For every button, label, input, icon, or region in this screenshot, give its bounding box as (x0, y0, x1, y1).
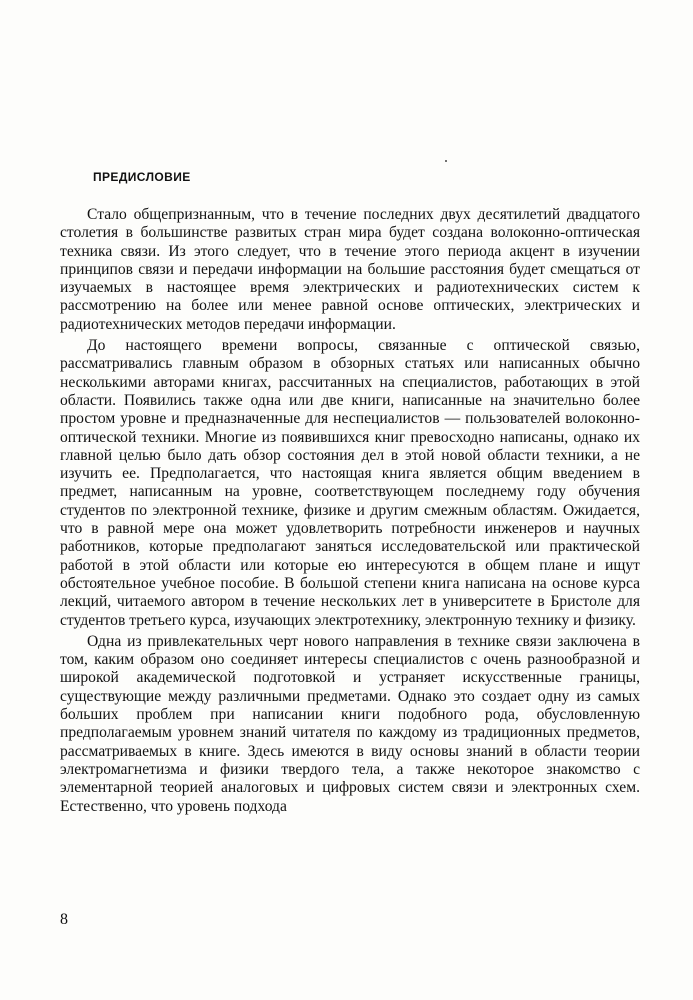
paragraph-2: До настоящего времени вопросы, связанные с оптической связью, рассматривались главным образом в обзорных статьях или написанных обычно несколькими авторами книгах, рассчитанных на специалистов, работающих в этой области. Появились также одна или две книги, написанные на значительно более простом уровне и предназначенные для неспециалистов — пользователей волоконно-оптической техники. Многие из появившихся книг превосходно написаны, однако их главной целью было дать обзор состояния дел в этой новой области техники, а не изучить ее. Предполагается, что настоящая книга является общим введением в предмет, написанным на уровне, соответствующем последнему году обучения студентов по электронной технике, физике и другим смежным областям. Ожидается, что в равной мере она может удовлетворить потребности инженеров и научных работников, которые предполагают заняться исследовательской или практической работой в этой области или которые ею интересуются в общем плане и ищут обстоятельное учебное пособие. В большой степени книга написана на основе курса лекций, читаемого автором в течение нескольких лет в университете в Бристоле для студентов третьего курса, изучающих электротехнику, электронную технику и физику. (60, 337, 640, 629)
page-number: 8 (60, 911, 68, 928)
section-heading: ПРЕДИСЛОВИЕ (93, 170, 191, 184)
paragraph-3: Одна из привлекательных черт нового направления в технике связи заключена в том, каким образом оно соединяет интересы специалистов с очень разнообразной и широкой академической подготовкой и устраняет искусственные границы, существующие между различными предметами. Однако это создает одну из самых больших проблем при написании книги подобного рода, обусловленную предполагаемым уровнем знаний читателя по каждому из традиционных предметов, рассматриваемых в книге. Здесь имеются в виду основы знаний в области теории электромагнетизма и физики твердого тела, а также некоторое знакомство с элементарной теорией аналоговых и цифровых систем связи и электронных схем. Естественно, что уровень подхода (60, 632, 640, 815)
preface-body (60, 206, 640, 819)
scan-speck (445, 160, 447, 162)
paragraph-1: Стало общепризнанным, что в течение последних двух десятилетий двадцатого столетия в большинстве развитых стран мира будет создана волоконно-оптическая техника связи. Из этого следует, что в течение этого периода акцент в изучении принципов связи и передачи информации на большие расстояния будет смещаться от изучаемых в настоящее время электрических и радиотехнических систем к рассмотрению на более или менее равной основе оптических, электрических и радиотехнических методов передачи информации. (60, 206, 640, 333)
